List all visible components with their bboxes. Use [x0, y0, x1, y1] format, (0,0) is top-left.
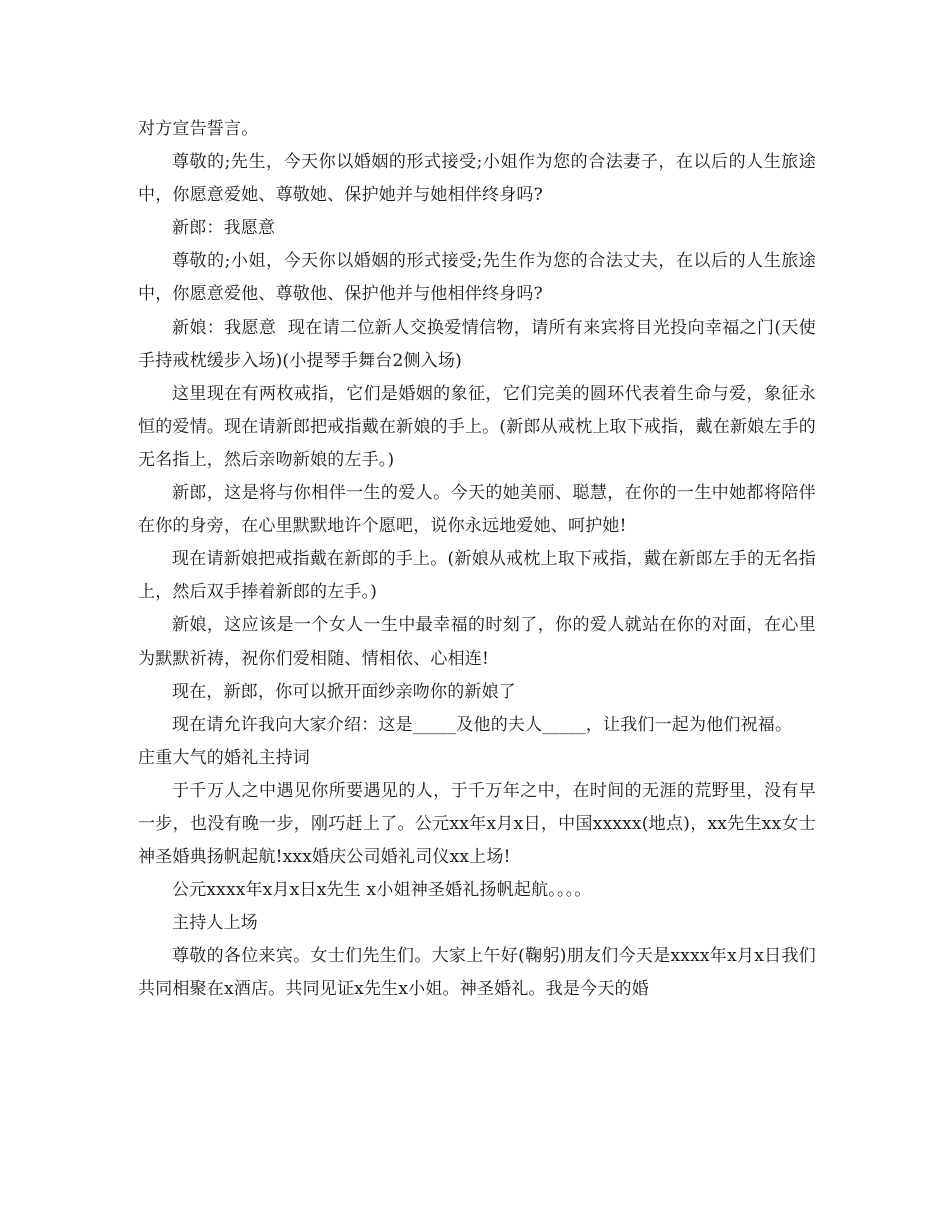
paragraph: 尊敬的;小姐，今天你以婚姻的形式接受;先生作为您的合法丈夫，在以后的人生旅途中，你愿意爱他、尊敬他、保护他并与他相伴终身吗?: [138, 251, 816, 305]
section-heading: 庄重大气的婚礼主持词: [138, 747, 310, 768]
paragraph: 尊敬的各位来宾。女士们先生们。大家上午好(鞠躬)朋友们今天是xxxx年x月x日我们共同相聚在x酒店。共同见证x先生x小姐。神圣婚礼。我是今天的婚: [138, 946, 816, 1000]
paragraph: 这里现在有两枚戒指，它们是婚姻的象征，它们完美的圆环代表着生命与爱，象征永恒的爱情。现在请新郎把戒指戴在新娘的手上。(新郎从戒枕上取下戒指，戴在新娘左手的无名指上，然后亲吻新娘的左手。): [138, 383, 816, 470]
paragraph: 新娘，这应该是一个女人一生中最幸福的时刻了，你的爱人就站在你的对面，在心里为默默祈祷，祝你们爱相随、情相依、心相连!: [138, 615, 816, 669]
paragraph: 现在，新郎，你可以掀开面纱亲吻你的新娘了: [172, 681, 516, 702]
paragraph: 现在请允许我向大家介绍：这是_____及他的夫人_____，让我们一起为他们祝福。: [172, 714, 793, 735]
paragraph: 主持人上场: [172, 913, 258, 934]
document-body: [138, 113, 816, 1007]
paragraph: 尊敬的;先生，今天你以婚姻的形式接受;小姐作为您的合法妻子，在以后的人生旅途中，你愿意爱她、尊敬她、保护她并与她相伴终身吗?: [138, 152, 816, 206]
paragraph: 现在请新娘把戒指戴在新郎的手上。(新娘从戒枕上取下戒指，戴在新郎左手的无名指上，然后双手捧着新郎的左手。): [138, 549, 816, 603]
paragraph: 公元xxxx年x月x日x先生 x小姐神圣婚礼扬帆起航。。。。: [172, 880, 592, 901]
paragraph: 新郎，这是将与你相伴一生的爱人。今天的她美丽、聪慧，在你的一生中她都将陪伴在你的身旁，在心里默默地许个愿吧，说你永远地爱她、呵护她!: [138, 483, 816, 537]
paragraph: 于千万人之中遇见你所要遇见的人，于千万年之中，在时间的无涯的荒野里，没有早一步，也没有晚一步，刚巧赶上了。公元xx年x月x日，中国xxxxx(地点)，xx先生xx女士神圣婚典扬帆起航!xxx婚庆公司婚礼司仪xx上场!: [138, 780, 816, 868]
paragraph: 新娘：我愿意 现在请二位新人交换爱情信物，请所有来宾将目光投向幸福之门(天使手持戒枕缓步入场)(小提琴手舞台2侧入场): [138, 317, 816, 371]
paragraph: 新郎：我愿意: [172, 218, 276, 239]
paragraph: 对方宣告誓言。: [138, 119, 259, 139]
